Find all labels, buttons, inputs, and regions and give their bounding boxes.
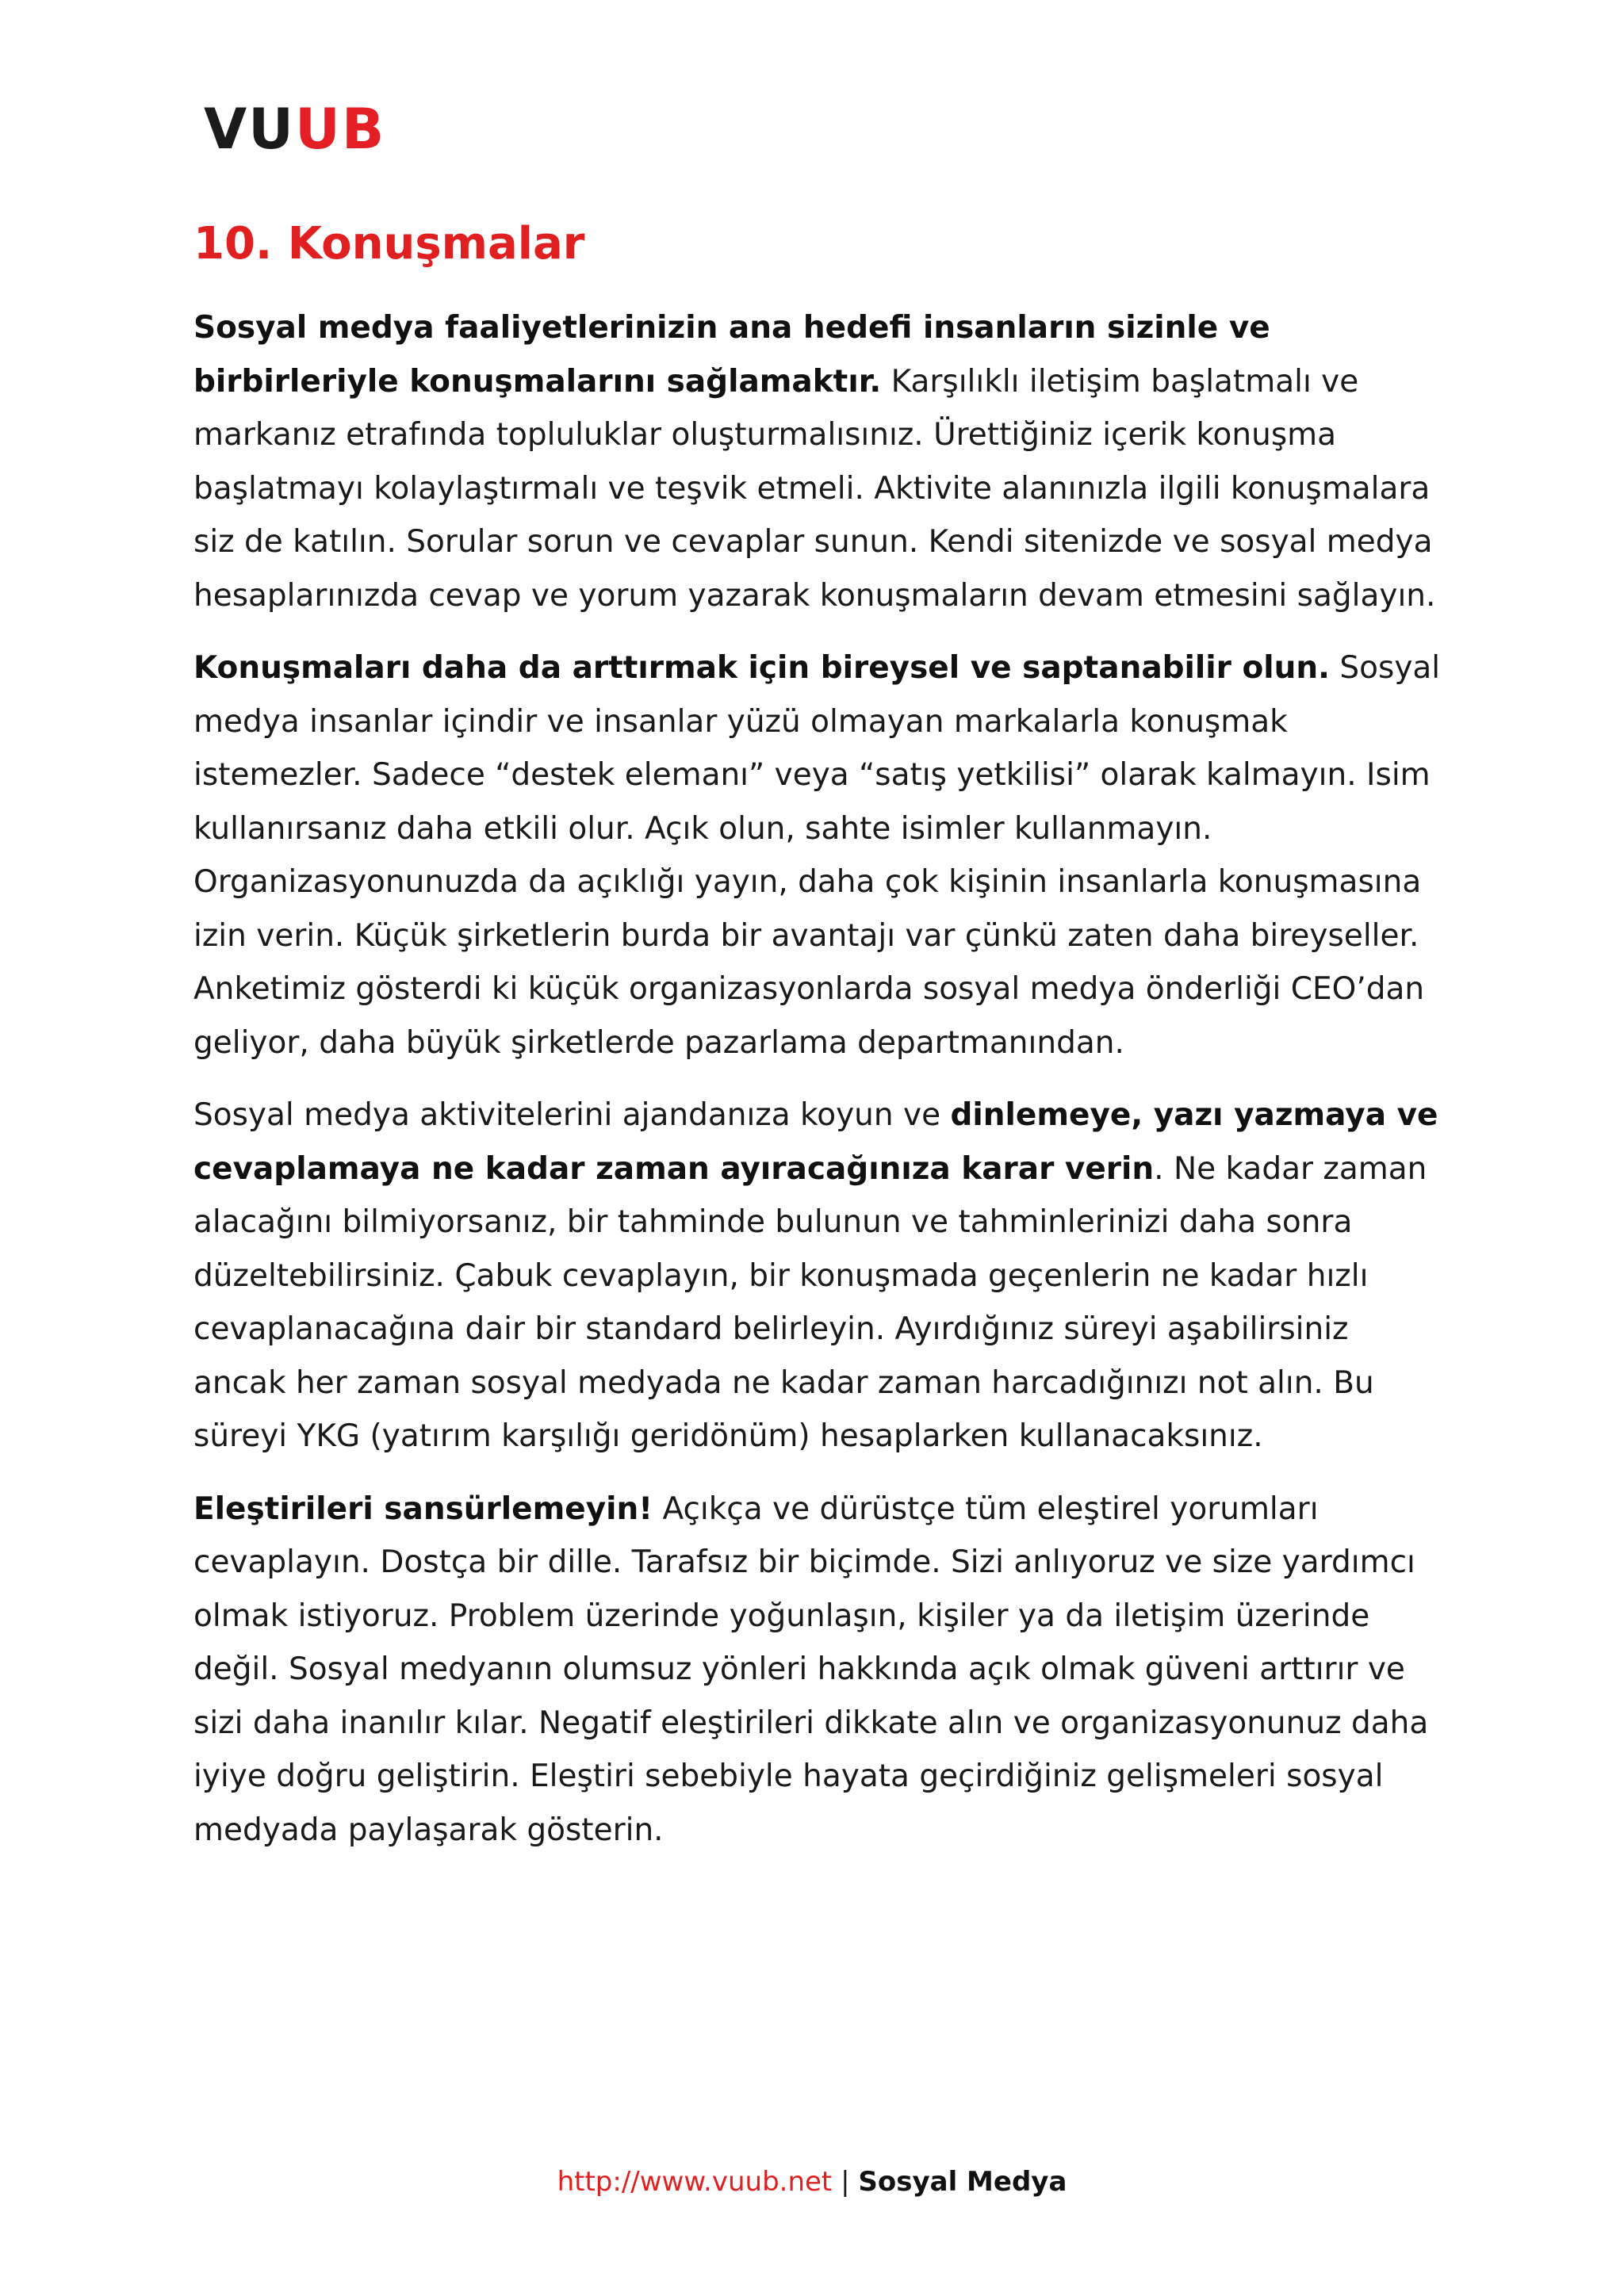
page-footer [0,2163,1624,2201]
paragraph-conversations-goal [193,301,1446,622]
paragraph-lead: Konuşmaları daha da arttırmak için bireysel ve saptanabilir olun. [193,650,1330,686]
paragraph-criticism [193,1483,1446,1858]
section-title: 10. Konuşmalar [193,218,585,270]
paragraph-text: Açıkça ve dürüstçe tüm eleştirel yorumları cevaplayın. Dostça bir dille. Tarafsız bir biçimde. Sizi anlıyoruz ve size yardımcı olmak istiyoruz. Problem üzerinde yoğunlaşın, kişiler ya da iletişim üzerinde değil. Sosyal medyanın olumsuz yönleri hakkında açık olmak güveni arttırır ve sizi daha inanılır kılar. Negatif eleştirileri dikkate alın ve organizasyonunuz daha iyiye doğru geliştirin. Eleştiri sebebiyle hayata geçirdiğiniz gelişmeleri sosyal medyada paylaşarak gösterin. [193,1490,1429,1848]
logo-text-ub: UB [295,97,386,162]
paragraph-text: . Ne kadar zaman alacağını bilmiyorsanız, bir tahminde bulunun ve tahminlerinizi daha sonra düzeltebilirsiniz. Çabuk cevaplayın, bir konuşmada geçenlerin ne kadar hızlı cevaplanacağına dair bir standard belirleyin. Ayırdığınız süreyi aşabilirsiniz ancak her zaman sosyal medyada ne kadar zaman harcadığınızı not alın. Bu süreyi YKG (yatırım karşılığı geridönüm) hesaplarken kullanacaksınız. [193,1150,1427,1454]
paragraph-be-personal [193,641,1446,1070]
paragraph-lead: Eleştirileri sansürlemeyin! [193,1490,653,1527]
paragraph-time-planning [193,1089,1446,1464]
logo-text-vu: VU [204,97,296,162]
paragraph-text: Karşılıklı iletişim başlatmalı ve markanız etrafında topluluklar oluşturmalısınız. Ürettiğiniz içerik konuşma başlatmayı kolaylaştırmalı ve teşvik etmeli. Aktivite alanınızla ilgili konuşmalara siz de katılın. Sorular sorun ve cevaplar sunun. Kendi sitenizde ve sosyal medya hesaplarınızda cevap ve yorum yazarak konuşmaların devam etmesini sağlayın. [193,363,1436,614]
footer-site-link[interactable]: http://www.vuub.net [557,2166,833,2198]
paragraph-lead: Sosyal medya faaliyetlerinizin ana hedefi insanların sizinle ve birbirleriyle konuşmalarını sağlamaktır. [193,310,1270,400]
footer-section-name: Sosyal Medya [858,2166,1067,2198]
article-body [193,301,1446,1876]
footer-separator: | [841,2166,850,2198]
paragraph-text: Sosyal medya insanlar içindir ve insanlar yüzü olmayan markalarla konuşmak istemezler. Sadece “destek elemanı” veya “satış yetkilisi” olarak kalmayın. Isim kullanırsanız daha etkili olur. Açık olun, sahte isimler kullanmayın. Organizasyonunuzda da açıklığı yayın, daha çok kişinin insanlarla konuşmasına izin verin. Küçük şirketlerin burda bir avantajı var çünkü zaten daha bireyseller. Anketimiz gösterdi ki küçük organizasyonlarda sosyal medya önderliği CEO’dan geliyor, daha büyük şirketlerde pazarlama departmanından. [193,650,1441,1061]
vuub-logo [204,97,386,162]
paragraph-lead: dinlemeye, yazı yazmaya ve cevaplamaya ne kadar zaman ayıracağınıza karar verin [193,1097,1438,1187]
paragraph-intro: Sosyal medya aktivitelerini ajandanıza koyun ve [193,1097,951,1133]
